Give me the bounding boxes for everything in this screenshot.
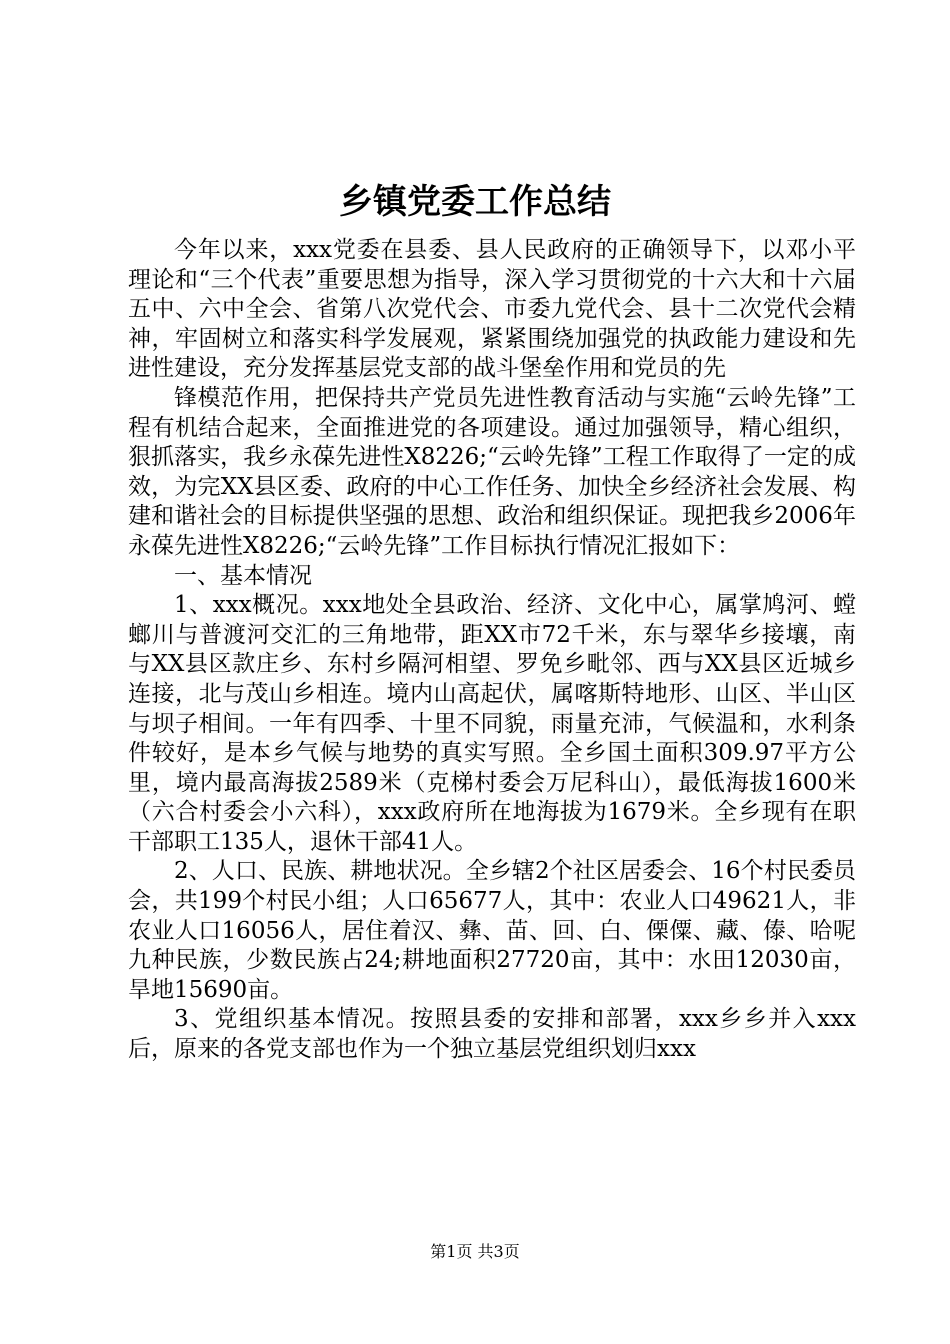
document-body <box>128 236 856 1065</box>
paragraph-overview: 1、xxx概况。xxx地处全县政治、经济、文化中心，属掌鸠河、螳螂川与普渡河交汇的三角地带，距XX市72千米，东与翠华乡接壤，南与XX县区款庄乡、东村乡隔河相望、罗免乡毗邻、西与XX县区近城乡连接，北与茂山乡相连。境内山高起伏，属喀斯特地形、山区、半山区与坝子相间。一年有四季、十里不同貌，雨量充沛，气候温和，水利条件较好，是本乡气候与地势的真实写照。全乡国土面积309.97平方公里，境内最高海拔2589米（克梯村委会万尼科山），最低海拔1600米（六合村委会小六科），xxx政府所在地海拔为1679米。全乡现有在职干部职工135人，退休干部41人。 <box>128 592 856 855</box>
paragraph-party-organization: 3、党组织基本情况。按照县委的安排和部署，xxx乡乡并入xxx后，原来的各党支部也作为一个独立基层党组织划归xxx <box>128 1006 856 1063</box>
paragraph-population: 2、人口、民族、耕地状况。全乡辖2个社区居委会、16个村民委员会，共199个村民小组；人口65677人，其中：农业人口49621人，非农业人口16056人，居住着汉、彝、苗、回、白、傈僳、藏、傣、哈呢九种民族，少数民族占24;耕地面积27720亩，其中：水田12030亩，旱地15690亩。 <box>128 858 856 1003</box>
document-title: 乡镇党委工作总结 <box>339 182 611 222</box>
paragraph-intro-continued: 锋模范作用，把保持共产党员先进性教育活动与实施“云岭先锋”工程有机结合起来，全面推进党的各项建设。通过加强领导，精心组织，狠抓落实，我乡永葆先进性X8226;“云岭先锋”工程工作取得了一定的成效，为完XX县区委、政府的中心工作任务、加快全乡经济社会发展、构建和谐社会的目标提供坚强的思想、政治和组织保证。现把我乡2006年永葆先进性X8226;“云岭先锋”工作目标执行情况汇报如下： <box>128 384 856 559</box>
paragraph-intro: 今年以来，xxx党委在县委、县人民政府的正确领导下，以邓小平理论和“三个代表”重要思想为指导，深入学习贯彻党的十六大和十六届五中、六中全会、省第八次党代会、市委九党代会、县十二次党代会精神，牢固树立和落实科学发展观，紧紧围绕加强党的执政能力建设和先进性建设，充分发挥基层党支部的战斗堡垒作用和党员的先 <box>128 237 856 382</box>
section-heading-basic-situation: 一、基本情况 <box>174 562 312 589</box>
page-footer: 第1页 共3页 <box>430 1242 520 1261</box>
